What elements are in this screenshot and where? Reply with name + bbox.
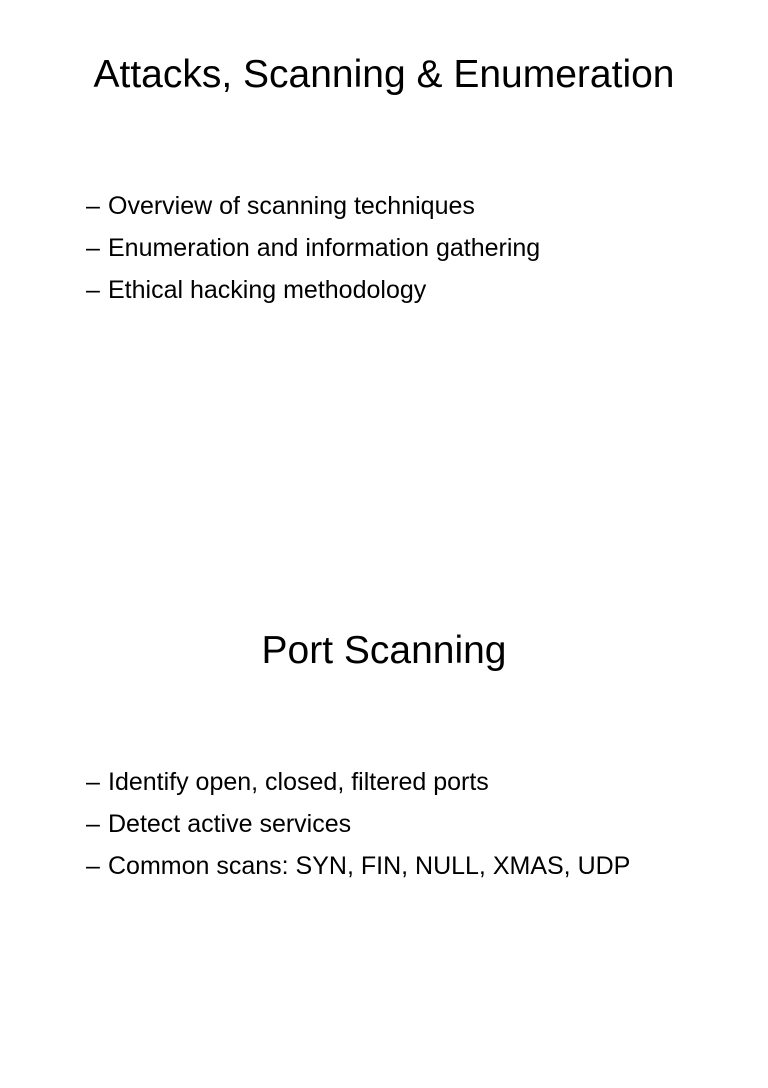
dash-bullet-icon: – xyxy=(86,233,100,262)
list-item xyxy=(86,845,630,887)
list-item xyxy=(86,269,540,311)
slide-title: Port Scanning xyxy=(261,629,507,672)
dash-bullet-icon: – xyxy=(86,191,100,220)
slide-port-scanning xyxy=(0,576,768,1088)
dash-bullet-icon: – xyxy=(86,275,100,304)
bullet-text: Enumeration and information gathering xyxy=(108,233,541,262)
bullet-text: Identify open, closed, filtered ports xyxy=(108,767,489,796)
bullet-text: Detect active services xyxy=(108,809,352,838)
bullet-text: Common scans: SYN, FIN, NULL, XMAS, UDP xyxy=(108,851,631,880)
bullet-list xyxy=(86,185,540,311)
slide-title: Attacks, Scanning & Enumeration xyxy=(93,53,675,96)
bullet-list xyxy=(86,761,630,887)
bullet-text: Ethical hacking methodology xyxy=(108,275,427,304)
dash-bullet-icon: – xyxy=(86,809,100,838)
dash-bullet-icon: – xyxy=(86,851,100,880)
list-item xyxy=(86,185,540,227)
dash-bullet-icon: – xyxy=(86,767,100,796)
list-item xyxy=(86,803,630,845)
bullet-text: Overview of scanning techniques xyxy=(108,191,475,220)
list-item xyxy=(86,227,540,269)
slide-attacks-scanning xyxy=(0,0,768,512)
list-item xyxy=(86,761,630,803)
